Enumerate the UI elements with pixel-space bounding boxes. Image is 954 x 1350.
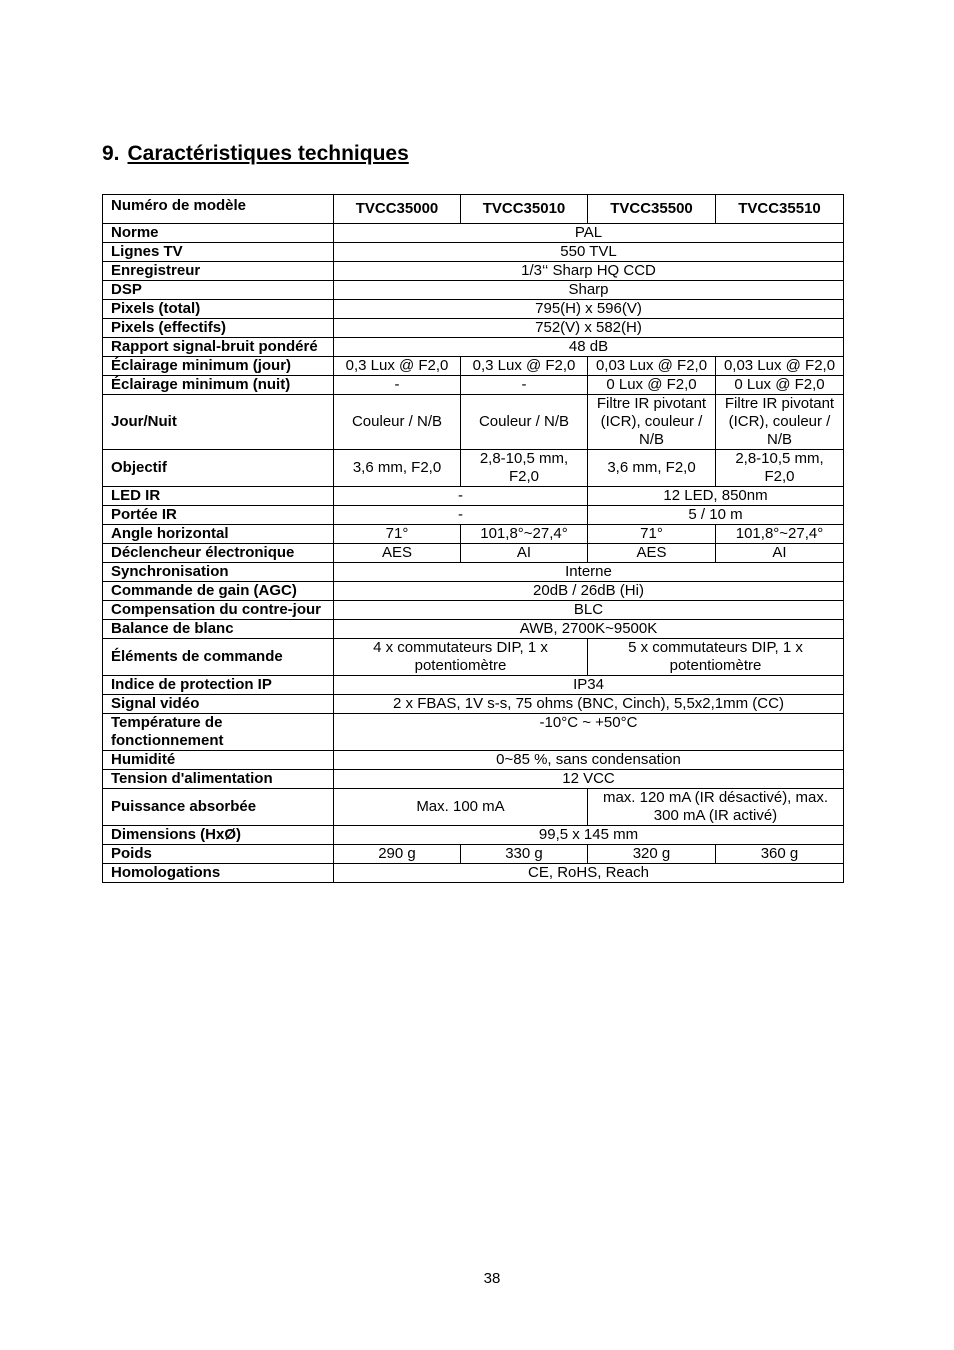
spec-value: 0,03 Lux @ F2,0	[588, 357, 716, 376]
spec-value: 0 Lux @ F2,0	[716, 376, 844, 395]
spec-label: Poids	[103, 845, 334, 864]
spec-label: LED IR	[103, 487, 334, 506]
spec-value: -	[334, 376, 461, 395]
spec-value: 0~85 %, sans condensation	[334, 751, 844, 770]
spec-label: Température de fonctionnement	[103, 714, 334, 751]
section-number: 9.	[102, 142, 120, 165]
spec-value: 360 g	[716, 845, 844, 864]
spec-value: 2 x FBAS, 1V s-s, 75 ohms (BNC, Cinch), 5,5x2,1mm (CC)	[334, 695, 844, 714]
table-row	[103, 826, 844, 845]
spec-label: Pixels (effectifs)	[103, 319, 334, 338]
spec-value: 0,03 Lux @ F2,0	[716, 357, 844, 376]
spec-label: Objectif	[103, 450, 334, 487]
spec-label: Humidité	[103, 751, 334, 770]
spec-value: 0 Lux @ F2,0	[588, 376, 716, 395]
table-row	[103, 376, 844, 395]
table-row	[103, 582, 844, 601]
table-row	[103, 714, 844, 751]
spec-label: Tension d'alimentation	[103, 770, 334, 789]
spec-label: Norme	[103, 224, 334, 243]
spec-label: Synchronisation	[103, 563, 334, 582]
spec-label: Homologations	[103, 864, 334, 883]
spec-label: Enregistreur	[103, 262, 334, 281]
table-row	[103, 789, 844, 826]
spec-value: AI	[716, 544, 844, 563]
model-header: TVCC35510	[716, 195, 844, 224]
table-row	[103, 601, 844, 620]
spec-label: Dimensions (HxØ)	[103, 826, 334, 845]
model-header: TVCC35000	[334, 195, 461, 224]
spec-value: 320 g	[588, 845, 716, 864]
spec-value: 0,3 Lux @ F2,0	[461, 357, 588, 376]
spec-value: Couleur / N/B	[461, 395, 588, 450]
spec-value: Sharp	[334, 281, 844, 300]
table-row	[103, 395, 844, 450]
spec-value: 5 / 10 m	[588, 506, 844, 525]
spec-label: Lignes TV	[103, 243, 334, 262]
spec-label: Éléments de commande	[103, 639, 334, 676]
spec-label: Compensation du contre-jour	[103, 601, 334, 620]
spec-value: 20dB / 26dB (Hi)	[334, 582, 844, 601]
table-row	[103, 281, 844, 300]
spec-label: Signal vidéo	[103, 695, 334, 714]
specifications-table-body	[103, 195, 844, 883]
spec-label: Pixels (total)	[103, 300, 334, 319]
spec-value: -10°C ~ +50°C	[334, 714, 844, 751]
spec-value: 71°	[588, 525, 716, 544]
table-row	[103, 695, 844, 714]
spec-value: 0,3 Lux @ F2,0	[334, 357, 461, 376]
spec-value: 4 x commutateurs DIP, 1 x potentiomètre	[334, 639, 588, 676]
spec-value: 5 x commutateurs DIP, 1 x potentiomètre	[588, 639, 844, 676]
spec-value: Interne	[334, 563, 844, 582]
spec-value: Couleur / N/B	[334, 395, 461, 450]
spec-label: DSP	[103, 281, 334, 300]
spec-value: Filtre IR pivotant (ICR), couleur / N/B	[588, 395, 716, 450]
spec-value: AWB, 2700K~9500K	[334, 620, 844, 639]
table-row	[103, 487, 844, 506]
table-row	[103, 357, 844, 376]
spec-label: Jour/Nuit	[103, 395, 334, 450]
page-number: 38	[483, 1270, 501, 1287]
table-row	[103, 845, 844, 864]
spec-value: 2,8-10,5 mm, F2,0	[461, 450, 588, 487]
spec-label: Angle horizontal	[103, 525, 334, 544]
spec-value: Max. 100 mA	[334, 789, 588, 826]
spec-value: 3,6 mm, F2,0	[334, 450, 461, 487]
spec-value: 99,5 x 145 mm	[334, 826, 844, 845]
spec-value: 795(H) x 596(V)	[334, 300, 844, 319]
spec-label: Puissance absorbée	[103, 789, 334, 826]
spec-value: PAL	[334, 224, 844, 243]
table-row	[103, 563, 844, 582]
spec-value: AI	[461, 544, 588, 563]
spec-value: 101,8°~27,4°	[461, 525, 588, 544]
header-label: Numéro de modèle	[103, 195, 334, 224]
table-row	[103, 770, 844, 789]
spec-value: -	[461, 376, 588, 395]
spec-value: Filtre IR pivotant (ICR), couleur / N/B	[716, 395, 844, 450]
section-title-text: Caractéristiques techniques	[127, 142, 409, 165]
spec-value: CE, RoHS, Reach	[334, 864, 844, 883]
table-row	[103, 864, 844, 883]
spec-value: 3,6 mm, F2,0	[588, 450, 716, 487]
spec-label: Rapport signal-bruit pondéré	[103, 338, 334, 357]
table-row	[103, 243, 844, 262]
spec-value: 2,8-10,5 mm, F2,0	[716, 450, 844, 487]
section-title	[102, 140, 409, 168]
spec-value: 1/3‘‘ Sharp HQ CCD	[334, 262, 844, 281]
spec-value: -	[334, 506, 588, 525]
spec-value: 330 g	[461, 845, 588, 864]
spec-value: 101,8°~27,4°	[716, 525, 844, 544]
spec-value: 12 VCC	[334, 770, 844, 789]
spec-label: Balance de blanc	[103, 620, 334, 639]
spec-value: -	[334, 487, 588, 506]
table-row	[103, 525, 844, 544]
spec-value: BLC	[334, 601, 844, 620]
table-row	[103, 506, 844, 525]
table-row	[103, 300, 844, 319]
table-row	[103, 639, 844, 676]
spec-value: AES	[334, 544, 461, 563]
spec-label: Éclairage minimum (jour)	[103, 357, 334, 376]
spec-label: Déclencheur électronique	[103, 544, 334, 563]
table-row	[103, 544, 844, 563]
table-row	[103, 338, 844, 357]
spec-value: 550 TVL	[334, 243, 844, 262]
spec-value: IP34	[334, 676, 844, 695]
specifications-table	[102, 194, 844, 883]
spec-label: Commande de gain (AGC)	[103, 582, 334, 601]
spec-value: 71°	[334, 525, 461, 544]
model-header: TVCC35500	[588, 195, 716, 224]
spec-value: AES	[588, 544, 716, 563]
table-row	[103, 224, 844, 243]
spec-value: 290 g	[334, 845, 461, 864]
spec-value: max. 120 mA (IR désactivé), max. 300 mA (IR activé)	[588, 789, 844, 826]
table-row	[103, 620, 844, 639]
spec-value: 48 dB	[334, 338, 844, 357]
table-row	[103, 450, 844, 487]
spec-value: 12 LED, 850nm	[588, 487, 844, 506]
table-header-row	[103, 195, 844, 224]
spec-label: Indice de protection IP	[103, 676, 334, 695]
table-row	[103, 319, 844, 338]
table-row	[103, 262, 844, 281]
spec-label: Portée IR	[103, 506, 334, 525]
spec-label: Éclairage minimum (nuit)	[103, 376, 334, 395]
model-header: TVCC35010	[461, 195, 588, 224]
table-row	[103, 751, 844, 770]
table-row	[103, 676, 844, 695]
spec-value: 752(V) x 582(H)	[334, 319, 844, 338]
